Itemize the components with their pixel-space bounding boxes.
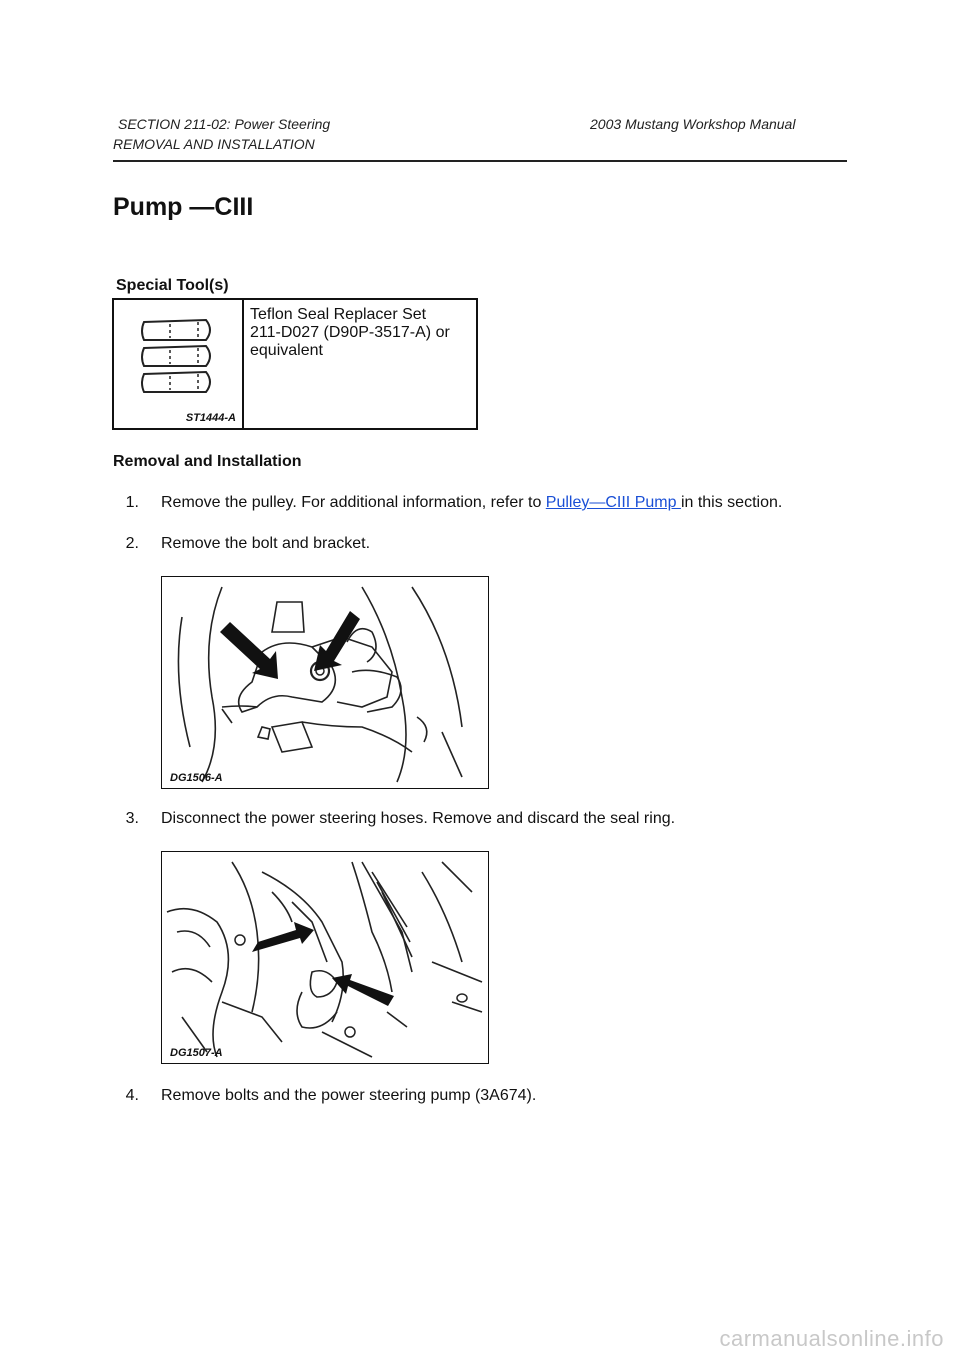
step-text-part: Remove the pulley. For additional information, refer to: [161, 494, 546, 511]
header-section: SECTION 211-02: Power Steering: [118, 116, 331, 132]
figure-bolt-bracket: [161, 576, 489, 789]
header-subtitle: REMOVAL AND INSTALLATION: [113, 136, 315, 152]
step-number: 3.: [125, 810, 139, 827]
bolt-bracket-illustration: [162, 577, 488, 788]
removal-heading: Removal and Installation: [113, 453, 302, 470]
step-text-part: in this section.: [680, 494, 783, 511]
tool-description: [244, 300, 476, 428]
special-tools-label: Special Tool(s): [116, 277, 229, 294]
seal-replacer-illustration: [114, 300, 244, 428]
seal-replacer-tool-icon: [114, 300, 242, 428]
tool-image-label: ST1444-A: [185, 412, 236, 424]
step-number: 2.: [125, 535, 139, 552]
power-steering-hoses-illustration: [162, 852, 488, 1063]
step-number: 4.: [125, 1087, 139, 1104]
figure-label: DG1507-A: [170, 1047, 223, 1059]
figure-power-steering-hoses: [161, 851, 489, 1064]
step-1: [113, 494, 833, 514]
tool-description-line: 211-D027 (D90P-3517-A) or: [250, 324, 450, 341]
step-2: [113, 535, 833, 555]
header-divider: [113, 160, 847, 162]
page-title: Pump —CIII: [113, 193, 254, 221]
header-manual-title: 2003 Mustang Workshop Manual: [590, 116, 796, 132]
step-text: Remove bolts and the power steering pump (3A674).: [161, 1087, 537, 1104]
step-text: [161, 494, 782, 512]
tool-description-line: equivalent: [250, 342, 323, 359]
watermark: carmanualsonline.info: [719, 1326, 944, 1351]
pulley-ciii-pump-link[interactable]: Pulley—CIII Pump: [545, 494, 681, 511]
figure-label: DG1506-A: [170, 772, 223, 784]
step-text: Disconnect the power steering hoses. Remove and discard the seal ring.: [161, 810, 676, 827]
step-4: [113, 1087, 833, 1107]
tool-description-line: Teflon Seal Replacer Set: [250, 306, 427, 323]
step-text: Remove the bolt and bracket.: [161, 535, 371, 552]
step-3: [113, 810, 833, 830]
special-tools-table: [112, 298, 478, 430]
step-number: 1.: [125, 494, 139, 511]
